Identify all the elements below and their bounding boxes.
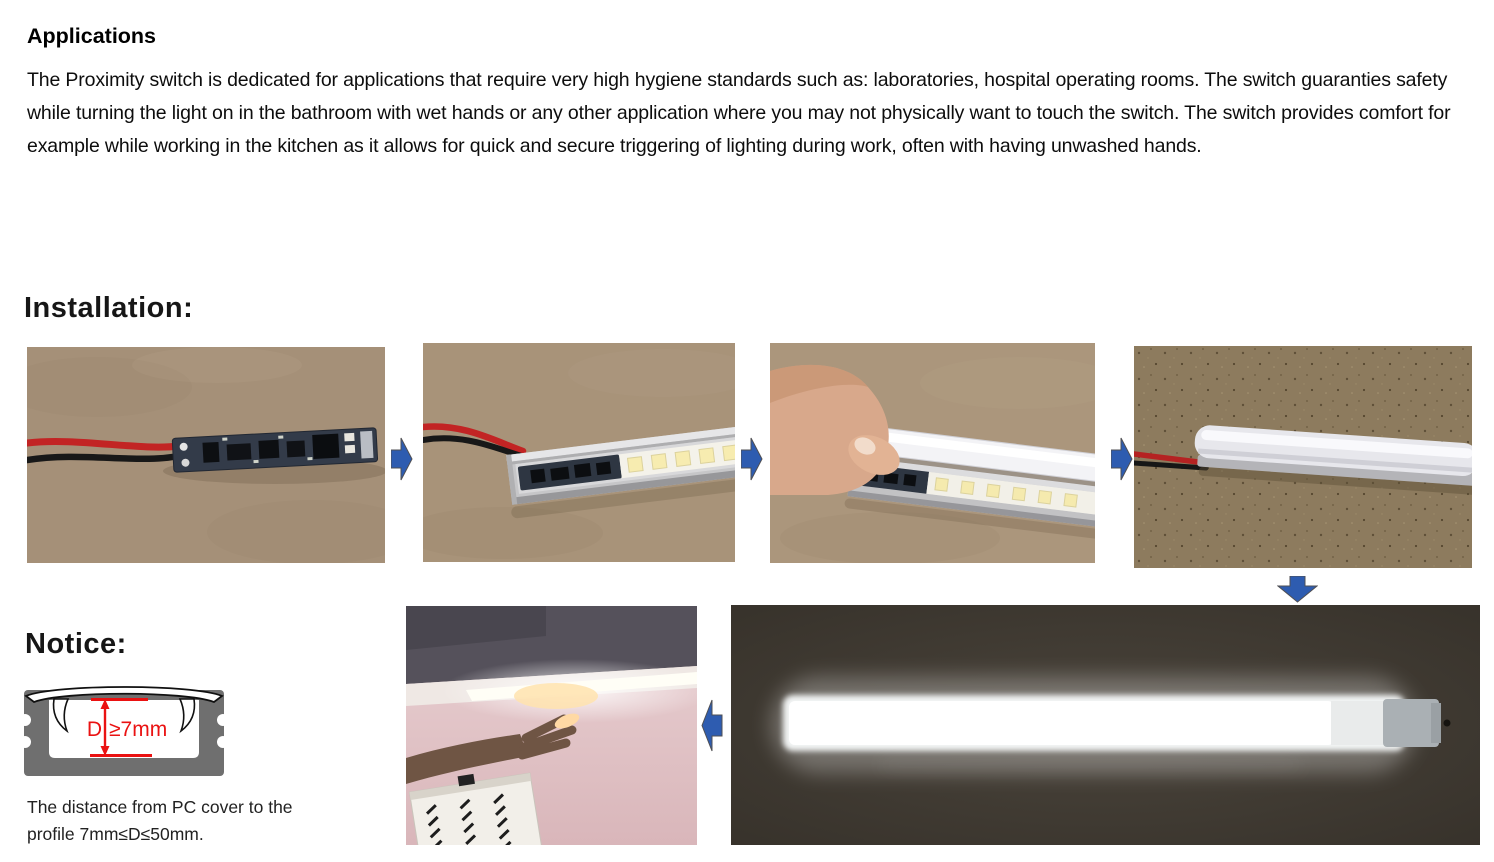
notice-line-1: The distance from PC cover to the <box>27 797 293 817</box>
step-arrow-1-right-icon <box>391 437 413 481</box>
notice-description <box>27 794 293 848</box>
installation-step-3-photo <box>770 343 1095 563</box>
notice-heading: Notice: <box>25 628 127 660</box>
end-cap <box>1383 699 1451 747</box>
result-demo-photo <box>406 606 697 845</box>
applications-heading: Applications <box>27 24 157 48</box>
flow-down-arrow-icon <box>1277 576 1318 603</box>
notice-line-2: profile 7mm≤D≤50mm. <box>27 824 204 844</box>
profile-cross-section-diagram <box>24 676 224 778</box>
result-glowing-bar-photo <box>731 605 1480 845</box>
step-arrow-3-right-icon <box>1111 437 1133 481</box>
installation-heading: Installation: <box>24 292 194 324</box>
flow-left-arrow-icon <box>701 698 723 753</box>
installation-step-1-photo <box>27 347 385 563</box>
dimension-label-d: D <box>86 718 102 741</box>
installation-step-2-photo <box>423 343 735 562</box>
step-arrow-2-right-icon <box>741 437 763 481</box>
applications-paragraph: The Proximity switch is dedicated for applications that require very high hygiene standards such as: laboratories, hospital operating rooms. The switch guaranties safety while turning the light on in the bathroom with wet hands or any other application where you may not physically want to touch the switch. The switch provides comfort for example while working in the kitchen as it allows for quick and secure triggering of lighting during work, often with having unwashed hands. <box>27 69 1451 157</box>
dimension-label-value: ≥7mm <box>109 718 168 741</box>
installation-step-4-photo <box>1134 346 1472 568</box>
